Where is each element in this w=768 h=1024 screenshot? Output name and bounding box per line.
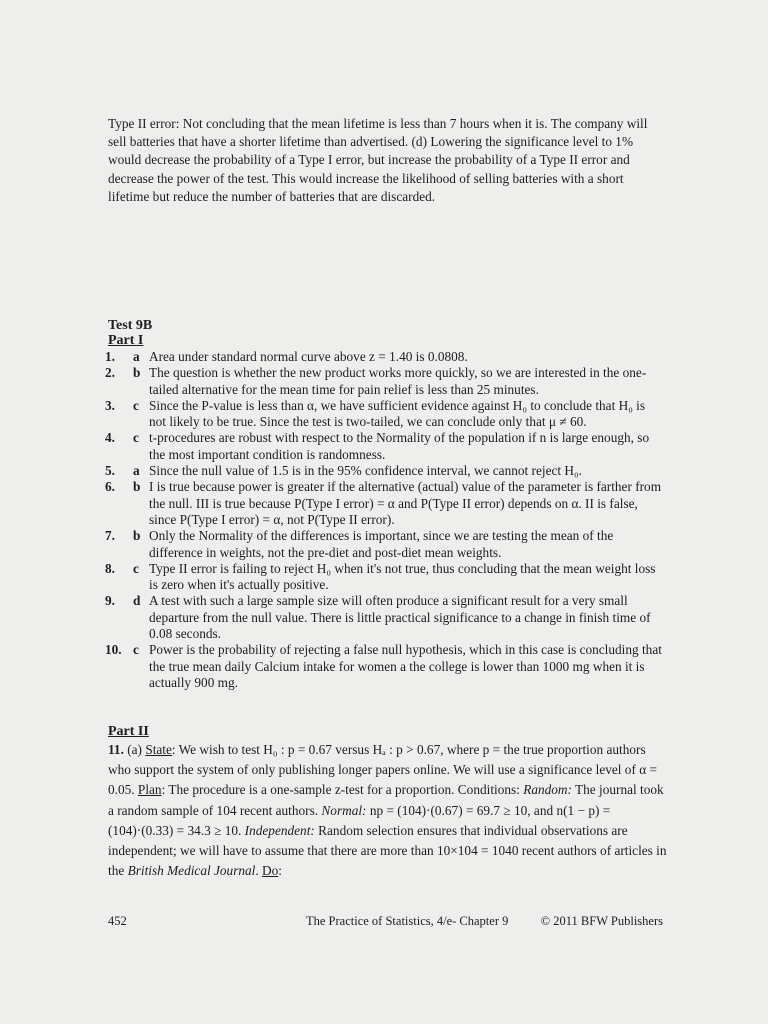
part1-heading: Part I — [108, 333, 144, 348]
answer-text: Only the Normality of the differences is important, since we are testing the mean of the difference in weights, not the pre-diet and post-diet mean weights. — [149, 528, 614, 560]
answer-number: 4. — [105, 430, 115, 446]
part2-heading: Part II — [108, 724, 149, 739]
answer-number: 6. — [105, 479, 115, 495]
answer-text: I is true because power is greater if the alternative (actual) value of the parameter is farther from the null. III is true because P(Type I error) = α and P(Type II error) depends on α. II is false, since P(Type I error) = α, not P(Type II error). — [149, 479, 662, 527]
answer-letter: b — [133, 479, 141, 495]
answer-letter: c — [133, 430, 139, 446]
answer-item — [105, 561, 665, 594]
intro-paragraph — [108, 115, 668, 206]
answer-number: 2. — [105, 365, 115, 381]
answer-text: A test with such a large sample size will often produce a significant result for a very small departure from the null value. There is little practical significance to a change in finish time of 0.08 seconds. — [149, 593, 651, 642]
answer-item — [105, 528, 665, 561]
plan-label: Plan — [137, 782, 162, 798]
answer-number: 1. — [105, 349, 115, 364]
answer-item — [105, 398, 665, 431]
answer-letter: c — [133, 560, 139, 576]
answer-number: 8. — [105, 560, 115, 576]
question-part: (a) — [127, 742, 142, 757]
answer-letter: c — [133, 397, 139, 413]
answer-item — [105, 463, 665, 479]
answer-text: Since the null value of 1.5 is in the 95% confidence interval, we cannot reject H₀. — [149, 463, 582, 479]
answer-number: 5. — [105, 463, 115, 479]
random-text: The journal took a random sample of 104 recent authors. — [108, 782, 664, 818]
normal-text: np = (104)·(0.67) = 69.7 ≥ 10, and n(1 − p) = (104)·(0.33) = 34.3 ≥ 10. — [108, 802, 611, 838]
test-title: Test 9B — [108, 318, 153, 333]
intro-text: Type II error: Not concluding that the mean lifetime is less than 7 hours when it is. The company will sell batteries that have a shorter lifetime than advertised. (d) Lowering the significance level to 1% would decrease the probability of a Type I error, but increase the probability of a Type II error and decrease the power of the test. This would increase the likelihood of selling batteries with a short lifetime but reduce the number of batteries that are discarded. — [108, 116, 648, 204]
normal-label: Normal: — [321, 802, 367, 818]
answer-item — [105, 430, 665, 463]
independent-label: Independent: — [244, 822, 315, 838]
answer-text: Type II error is failing to reject H₀ when it's not true, thus concluding that the mean weight loss is zero when it's actually positive. — [149, 560, 656, 593]
answer-text: Power is the probability of rejecting a false null hypothesis, which in this case is concluding that the true mean daily Calcium intake for women a the college is lower than 1000 mg when it is actually 900 mg. — [149, 642, 662, 690]
answer-letter: b — [133, 365, 141, 381]
answer-letter: a — [133, 349, 140, 364]
answer-text: Area under standard normal curve above z = 1.40 is 0.0808. — [149, 349, 468, 364]
answer-number: 3. — [105, 397, 115, 413]
answer-letter: b — [133, 528, 141, 544]
answer-item — [105, 593, 665, 642]
journal-name: British Medical Journal — [127, 863, 256, 879]
do-label: Do — [262, 863, 279, 879]
independent-text: Random selection ensures that individual observations are independent; we will have to assume that there are more than 10×104 = 1040 recent authors of articles in the — [108, 822, 667, 879]
answer-item — [105, 365, 665, 398]
question-11 — [108, 740, 668, 881]
state-label: State — [145, 742, 172, 757]
answer-item — [105, 479, 665, 528]
answer-number: 7. — [105, 528, 115, 544]
random-label: Random: — [523, 782, 572, 798]
answer-number: 9. — [105, 593, 115, 609]
answer-item — [105, 642, 665, 691]
part1-answer-list — [105, 349, 665, 691]
answer-letter: c — [133, 642, 139, 658]
answer-text: The question is whether the new product works more quickly, so we are interested in the one-tailed alternative for the mean time for pain relief is less than 25 minutes. — [149, 365, 647, 397]
state-text: : We wish to test H₀ : p = 0.67 versus Hₐ : p > 0.67, where p = the true proportion authors who support the system of only publishing longer papers online. We will use a significance level of α = 0.05. — [108, 742, 657, 798]
answer-text: Since the P-value is less than α, we have sufficient evidence against H₀ to conclude that H₀ is not likely to be true. Since the test is two-tailed, we can conclude only that μ ≠ 60. — [149, 397, 646, 430]
answer-text: t-procedures are robust with respect to the Normality of the population if n is large enough, so the most important condition is randomness. — [149, 430, 650, 462]
do-colon: : — [278, 863, 282, 879]
answer-number: 10. — [105, 642, 122, 658]
answer-letter: a — [133, 463, 140, 479]
page-number: 452 — [108, 914, 127, 928]
publisher: © 2011 BFW Publishers — [540, 914, 663, 928]
question-number: 11. — [108, 742, 124, 757]
plan-text: : The procedure is a one-sample z-test for a proportion. Conditions: — [161, 782, 524, 798]
answer-letter: d — [133, 593, 141, 609]
end-text: . — [255, 863, 263, 879]
book-title: The Practice of Statistics, 4/e- Chapter 9 — [306, 914, 509, 928]
answer-item — [105, 349, 665, 365]
